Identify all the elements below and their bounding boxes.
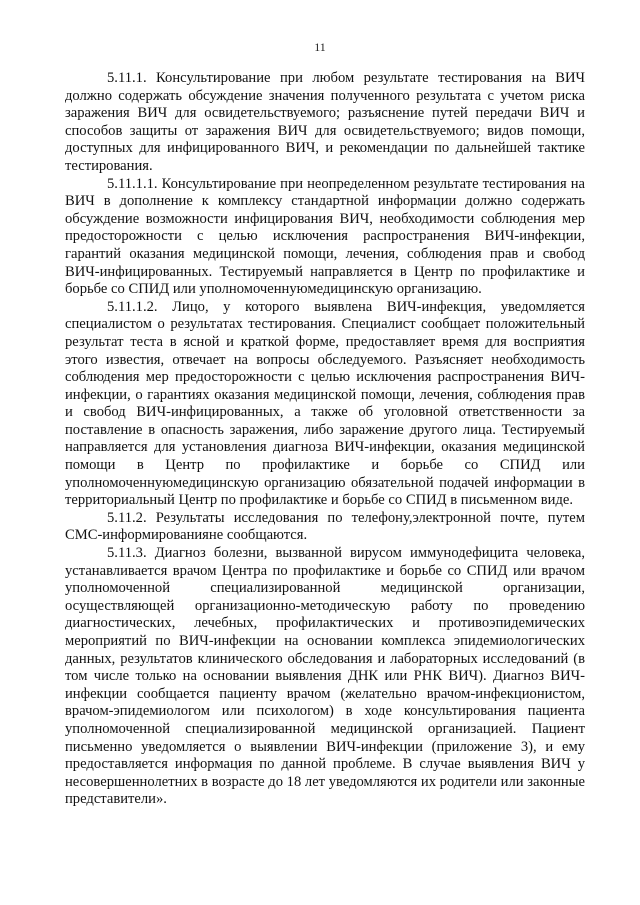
- paragraph-5-11-3: 5.11.3. Диагноз болезни, вызванной вирусом иммунодефицита человека, устанавливается врачом Центра по профилактике и борьбе со СПИД или врачом уполномоченной специализированной медицинской организации, осуществляющей организационно-методическую работу по проведению диагностических, лечебных, профилактических и противоэпидемических мероприятий по ВИЧ-инфекции на основании комплекса эпидемиологических данных, результатов клинического обследования и лабораторных исследований (в том числе только на основании выявления ДНК или РНК ВИЧ). Диагноз ВИЧ-инфекции сообщается пациенту врачом (желательно врачом-инфекционистом, врачом-эпидемиологом или психологом) в ходе консультирования пациента уполномоченной специализированной медицинской организацией. Пациент письменно уведомляется о выявлении ВИЧ-инфекции (приложение 3), и ему предоставляется информация по данной проблеме. В случае выявления ВИЧ у несовершеннолетних в возрасте до 18 лет уведомляются их родители или законные представители».: [65, 545, 585, 808]
- document-body: [65, 70, 585, 809]
- paragraph-5-11-1: 5.11.1. Консультирование при любом результате тестирования на ВИЧ должно содержать обсуждение значения полученного результата с учетом риска заражения ВИЧ для освидетельствуемого; разъяснение путей передачи ВИЧ и способов защиты от заражения ВИЧ для освидетельствуемого; видов помощи, доступных для инфицированного ВИЧ, и рекомендации по дальнейшей тактике тестирования.: [65, 70, 585, 174]
- page-number: 11: [314, 40, 326, 54]
- paragraph-5-11-1-1: 5.11.1.1. Консультирование при неопределенном результате тестирования на ВИЧ в дополнение к комплексу стандартной информации должно содержать обсуждение возможности инфицирования ВИЧ, необходимости соблюдения мер предосторожности с целью исключения распространения ВИЧ-инфекции, гарантий оказания медицинской помощи, лечения, соблюдения прав и свобод ВИЧ-инфицированных. Тестируемый направляется в Центр по профилактике и борьбе со СПИД или уполномоченнуюмедицинскую организацию.: [65, 175, 585, 298]
- paragraph-5-11-2: 5.11.2. Результаты исследования по телефону,электронной почте, путем СМС-информированияне сообщаются.: [65, 509, 585, 544]
- paragraph-5-11-1-2: 5.11.1.2. Лицо, у которого выявлена ВИЧ-инфекция, уведомляется специалистом о результатах тестирования. Специалист сообщает положительный результат теста в ясной и краткой форме, предоставляет время для восприятия этого известия, отвечает на вопросы обследуемого. Разъясняет необходимость соблюдения мер предосторожности с целью исключения распространения ВИЧ-инфекции, о гарантиях оказания медицинской помощи, лечения, соблюдения прав и свобод ВИЧ-инфицированных, а также об уголовной ответственности за поставление в опасность заражения, либо заражение другого лица. Тестируемый направляется для установления диагноза ВИЧ-инфекции, оказания медицинской помощи в Центр по профилактике и борьбе со СПИД или уполномоченнуюмедицинскую организацию обязательной подачей информации в территориальный Центр по профилактике и борьбе со СПИД в письменном виде.: [65, 298, 585, 509]
